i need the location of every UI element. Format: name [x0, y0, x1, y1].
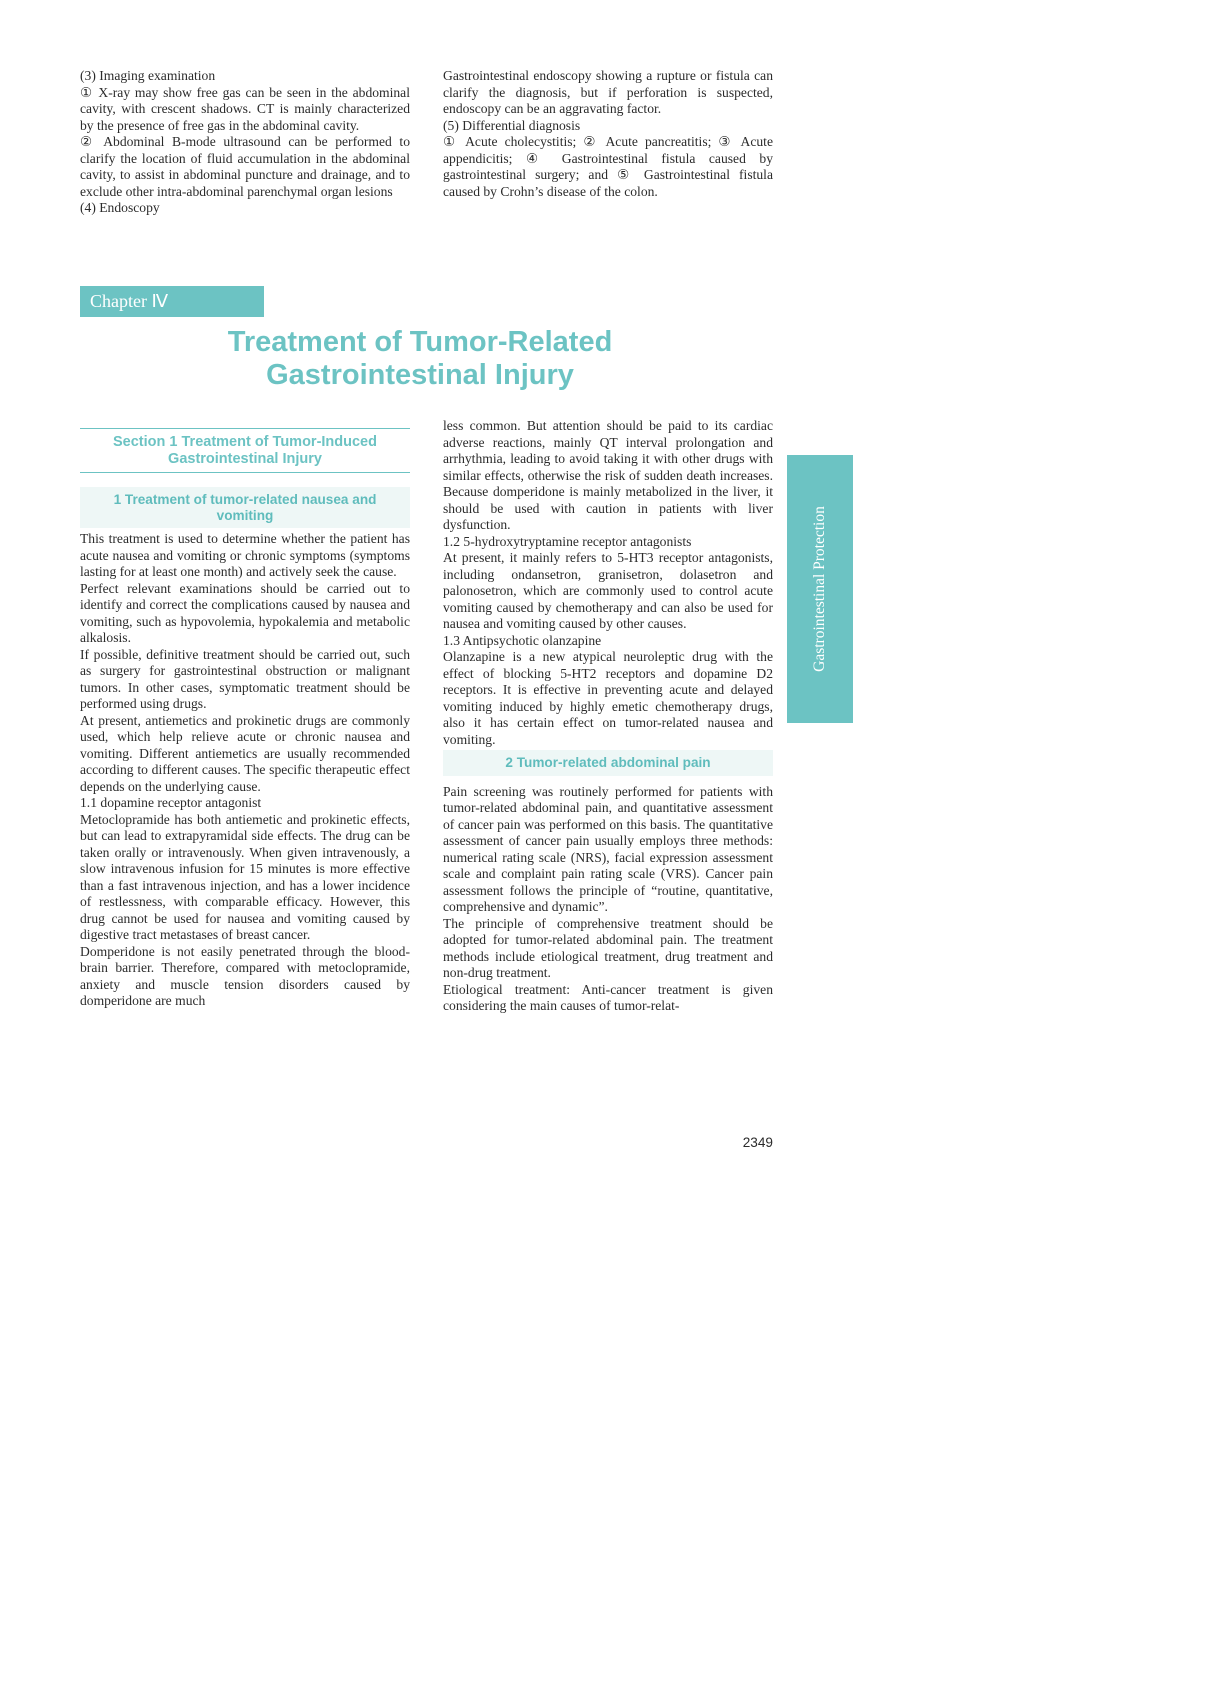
paragraph: If possible, definitive treatment should be carried out, such as surgery for gastrointestinal obstruction or malignant tumors. In other cases, symptomatic treatment should be performed using drugs. [80, 646, 410, 711]
subsection-nausea-line2: vomiting [216, 507, 274, 523]
heading-1-3: 1.3 Antipsychotic olanzapine [443, 632, 602, 648]
paragraph: The principle of comprehensive treatment should be adopted for tumor-related abdominal pain. The treatment methods include etiological treatment, drug treatment and non-drug treatment. [443, 915, 773, 980]
differential-list: ① Acute cholecystitis; ② Acute pancreatitis; ③ Acute appendicitis; ④ Gastrointestinal fistula caused by gastrointestinal surgery; and ⑤ Gastrointestinal fistula caused by Crohn’s disease of the colon. [443, 134, 773, 199]
chapter-tag: Chapter Ⅳ [80, 286, 264, 317]
section-heading-line1: Section 1 Treatment of Tumor-Induced [113, 434, 377, 450]
xray-paragraph: ① X-ray may show free gas can be seen in the abdominal cavity, with crescent shadows. CT is mainly characterized by the presence of free gas in the abdominal cavity. [80, 84, 410, 133]
heading-1-2: 1.2 5-hydroxytryptamine receptor antagonists [443, 533, 692, 549]
differential-heading: (5) Differential diagnosis [443, 117, 581, 133]
paragraph: At present, antiemetics and prokinetic drugs are commonly used, which help relieve acute or chronic nausea and vomiting. Different antiemetics are usually recommended according to different causes. The specific therapeutic effect depends on the underlying cause. [80, 712, 410, 794]
endoscopy-heading: (4) Endoscopy [80, 200, 160, 215]
chapter-title-line1: Treatment of Tumor-Related [227, 326, 613, 358]
section-heading [80, 428, 410, 473]
heading-1-1: 1.1 dopamine receptor antagonist [80, 795, 262, 810]
chapter-title [120, 326, 720, 392]
paragraph: At present, it mainly refers to 5-HT3 receptor antagonists, including ondansetron, granisetron, dolasetron and palonosetron, which are commonly used to control acute vomiting caused by chemotherapy and can also be used for nausea and vomiting caused by other causes. [443, 550, 773, 631]
paragraph: Pain screening was routinely performed for patients with tumor-related abdominal pain, and quantitative assessment of cancer pain was performed on this basis. The quantitative assessment of cancer pain usually employs three methods: numerical rating scale (NRS), facial expression assessment scale and complaint pain rating scale (VRS). Cancer pain assessment follows the principle of “routine, quantitative, comprehensive and dynamic”. [443, 783, 773, 914]
paragraph: Olanzapine is a new atypical neuroleptic drug with the effect of blocking 5-HT2 receptors and dopamine D2 receptors. It is effective in preventing acute and delayed vomiting induced by highly emetic chemotherapy drugs, also it has certain effect on tumor-related nausea and vomiting. [443, 649, 773, 747]
ultrasound-paragraph: ② Abdominal B-mode ultrasound can be performed to clarify the location of fluid accumulation in the abdominal cavity, to assist in abdominal puncture and drainage, and to exclude other intra-abdominal parenchymal organ lesions [80, 134, 410, 199]
paragraph: Domperidone is not easily penetrated through the blood-brain barrier. Therefore, compared with metoclopramide, anxiety and muscle tension disorders caused by domperidone are much [80, 943, 410, 1008]
section-heading-line2: Gastrointestinal Injury [168, 451, 322, 467]
side-tab-label: Gastrointestinal Protection [811, 506, 828, 672]
paragraph: This treatment is used to determine whether the patient has acute nausea and vomiting or chronic symptoms (symptoms lasting for at least one month) and actively seek the cause. [80, 531, 410, 579]
bottom-left-column [80, 428, 410, 1010]
imaging-heading: (3) Imaging examination [80, 68, 216, 83]
subsection-nausea-heading [80, 487, 410, 528]
paragraph: Etiological treatment: Anti-cancer treatment is given considering the main causes of tumor-relat- [443, 981, 773, 1013]
page-number: 2349 [742, 1135, 773, 1150]
subsection-nausea-line1: 1 Treatment of tumor-related nausea and [113, 492, 377, 507]
endoscopy-paragraph: Gastrointestinal endoscopy showing a rupture or fistula can clarify the diagnosis, but if perforation is suspected, endoscopy can be an aggravating factor. [443, 68, 773, 116]
bottom-right-column [443, 418, 773, 1015]
chapter-title-line2: Gastrointestinal Injury [266, 359, 574, 391]
paragraph: Perfect relevant examinations should be carried out to identify and correct the complications caused by nausea and vomiting, such as hypovolemia, hypokalemia and metabolic alkalosis. [80, 580, 410, 645]
top-left-column [80, 68, 410, 217]
subsection-pain-heading: 2 Tumor-related abdominal pain [443, 750, 773, 776]
paragraph: less common. But attention should be paid to its cardiac adverse reactions, mainly QT interval prolongation and arrhythmia, leading to avoid taking it with other drugs with similar effects, otherwise the risk of sudden death increases. Because domperidone is mainly metabolized in the liver, it should be used with caution in patients with liver dysfunction. [443, 418, 773, 532]
top-right-column [443, 68, 773, 200]
side-tab [787, 455, 853, 723]
paragraph: Metoclopramide has both antiemetic and prokinetic effects, but can lead to extrapyramidal side effects. The drug can be taken orally or intravenously. When given intravenously, a slow intravenous infusion for 15 minutes is more effective than a fast intravenous injection, and has a lower incidence of restlessness, with comparable efficacy. However, this drug cannot be used for nausea and vomiting caused by digestive tract metastases of breast cancer. [80, 811, 410, 942]
